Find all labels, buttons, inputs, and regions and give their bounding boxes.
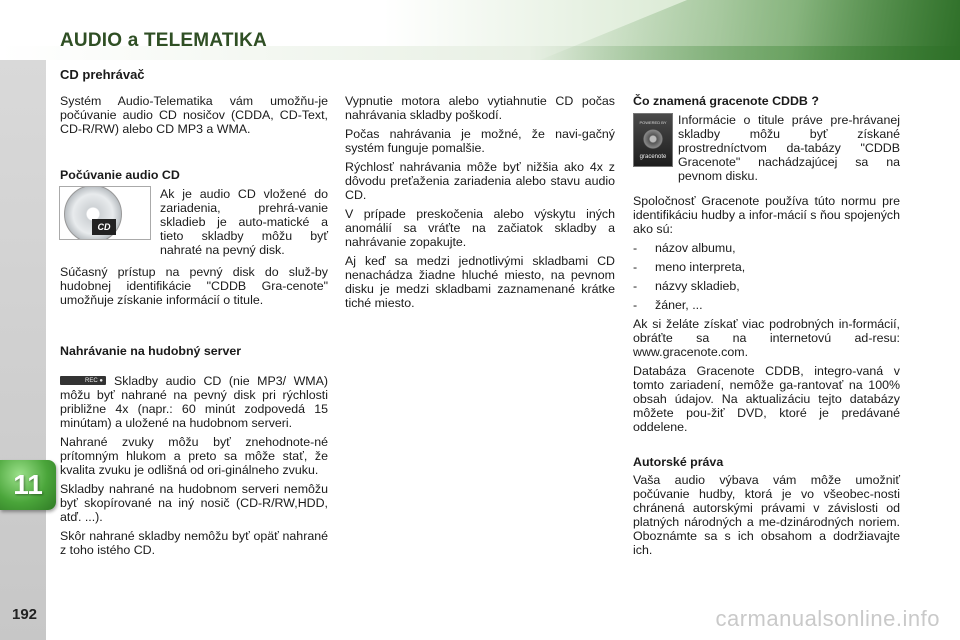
gracenote-heading: Čo znamená gracenote CDDB ?	[633, 94, 819, 108]
col2-paragraph-3: Rýchlosť nahrávania môže byť nižšia ako 4x z dôvodu preťaženia zariadenia alebo stavu audio CD.	[345, 160, 615, 203]
recording-paragraph-4: Skôr nahrané skladby nemôžu byť opäť nahrané z toho istého CD.	[60, 529, 328, 558]
column-two	[345, 94, 615, 315]
watermark: carmanualsonline.info	[715, 606, 940, 631]
company-paragraph: Spoločnosť Gracenote používa túto normu pre identifikáciu hudby a infor-mácií s ňou spojených ako sú:	[633, 194, 900, 237]
listening-block	[160, 187, 328, 262]
recording-paragraph-2: Nahrané zvuky môžu byť znehodnote-né prítomným hlukom a preto sa môže stať, že kvalita zvuku je odlišná od ori-ginálneho zvuku.	[60, 435, 328, 478]
list-item: - meno interpreta,	[633, 260, 746, 275]
gracenote-disc-icon	[643, 129, 663, 149]
header-decoration	[540, 0, 960, 60]
gracenote-intro-block	[678, 113, 900, 188]
copyright-heading: Autorské práva	[633, 455, 724, 469]
list-item: - názov albumu,	[633, 241, 736, 256]
list-item: - žáner, ...	[633, 298, 703, 313]
recording-paragraph-3: Skladby nahrané na hudobnom serveri nemôžu byť skopírované na iný nosič (CD-R/RW,HDD, atď. ...).	[60, 482, 328, 525]
page-title: AUDIO a TELEMATIKA	[60, 30, 267, 51]
copyright-block	[633, 473, 900, 562]
gracenote-logo	[633, 113, 673, 167]
section-title: CD prehrávač	[60, 67, 145, 82]
page-number: 192	[12, 606, 38, 623]
copyright-paragraph: Vaša audio výbava vám môže umožniť počúvanie hudby, ktorá je vo všeobec-nosti chránená autorskými právami v závislosti od platných národných a me-dzinárodných noriem. Oboznámte sa s ich obsahom a dodržiavajte ich.	[633, 473, 900, 558]
list-item: - názvy skladieb,	[633, 279, 740, 294]
left-sidebar	[0, 60, 46, 640]
col2-paragraph-2: Počas nahrávania je možné, že navi-gačný systém funguje pomalšie.	[345, 127, 615, 156]
gracenote-intro: Informácie o titule práve pre-hrávanej skladby môžu byť získané prostredníctvom da-tabázy "CDDB Gracenote" nachádzajúcej sa na pevnom disku.	[678, 113, 900, 184]
cd-image	[59, 186, 151, 240]
recording-heading: Nahrávanie na hudobný server	[60, 344, 242, 358]
database-paragraph: Databáza Gracenote CDDB, integro-vaná v tomto zariadení, nemôže ga-rantovať na 100% obsah údajov. Na aktualizáciu tejto databázy môžete pou-žiť DVD, ktoré je predávané oddelene.	[633, 364, 900, 435]
access-block	[60, 265, 328, 312]
col2-paragraph-4: V prípade preskočenia alebo výskytu iných anomálií sa vráťte na začiatok skladby a nahrávanie zopakujte.	[345, 207, 615, 250]
rec-badge-icon: REC ●	[60, 376, 106, 385]
page-header	[0, 0, 960, 60]
recording-block	[60, 374, 328, 562]
more-info-paragraph: Ak si želáte získať viac podrobných in-formácií, obráťte sa na internetovú ad-resu: www.gracenote.com.	[633, 317, 900, 360]
gracenote-body	[633, 194, 900, 439]
gracenote-brand-label: gracenote	[639, 154, 667, 160]
recording-paragraph-1: Skladby audio CD (nie MP3/ WMA) môžu byť nahrané na pevný disk pri rýchlosti približne 4x (napr.: 60 minút zodpovedá 15 minútam) a uložené na hudobnom serveri.	[60, 374, 328, 431]
chapter-number: 11	[13, 469, 43, 500]
col2-paragraph-1: Vypnutie motora alebo vytiahnutie CD počas nahrávania skladby poškodí.	[345, 94, 615, 123]
intro-paragraph: Systém Audio-Telematika vám umožňu-je počúvanie audio CD nosičov (CDDA, CD-Text, CD-R/RW) alebo CD MP3 a WMA.	[60, 94, 328, 137]
cd-logo-icon: CD	[92, 219, 116, 235]
col2-paragraph-5: Aj keď sa medzi jednotlivými skladbami CD nenachádza žiadne hluché miesto, na pevnom disku je medzi skladbami zaznamenané krátke tiché miesto.	[345, 254, 615, 311]
intro-block	[60, 94, 328, 141]
listening-paragraph: Ak je audio CD vložené do zariadenia, prehrá-vanie skladieb je auto-matické a tieto skladby môžu byť nahraté na pevný disk.	[160, 187, 328, 258]
chapter-tab	[0, 460, 56, 510]
gracenote-powered-label: POWERED BY	[639, 120, 667, 125]
access-paragraph: Súčasný prístup na pevný disk do služ-by hudobnej identifikácie "CDDB Gra-cenote" umožňuje získanie informácií o titule.	[60, 265, 328, 308]
listening-heading: Počúvanie audio CD	[60, 168, 180, 182]
